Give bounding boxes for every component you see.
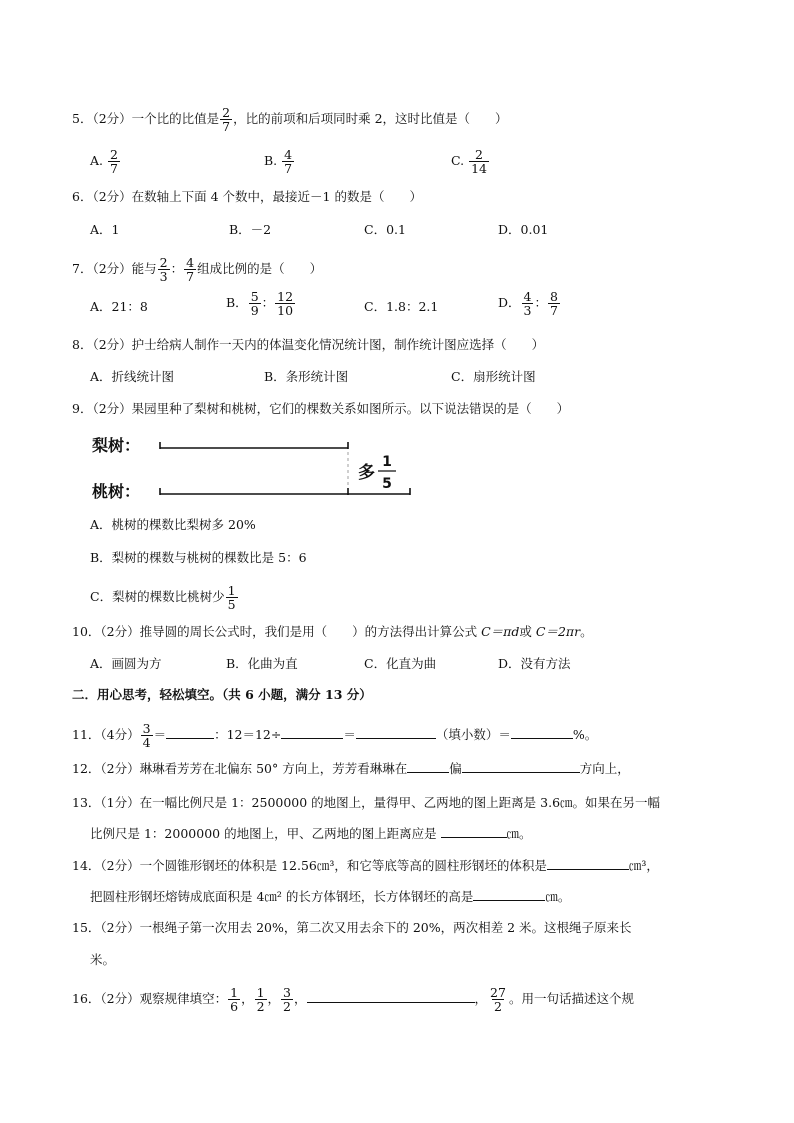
q5-ratio-fraction: $\frac{2}{7}$ [222,105,231,134]
q10-option-a[interactable]: A．画圆为方 [90,656,162,671]
q7-option-b-fraction-2: $\frac{12}{10}$ [277,289,294,318]
q5-option-b-fraction: $\frac{4}{7}$ [284,147,293,176]
q7-option-c[interactable]: C．1.8：2.1 [364,299,439,314]
q16-fraction-4: $\frac{27}{2}$ [490,985,506,1014]
q14-line-2: 把圆柱形钢坯熔铸成底面积是 4㎝² 的长方体钢坯，长方体钢坯的高是 ㎝。 [90,889,571,904]
peach-label: 桃树： [92,482,141,501]
q5-option-c[interactable]: C. $\frac{2}{14}$ [451,147,487,176]
q5-text-b: ，比的前项和后项同时乘 2，这时比值是（ ） [233,111,508,126]
more-fraction-numerator: 1 [382,454,392,470]
q16-fraction-1: $\frac{1}{6}$ [230,985,239,1014]
q16-fraction-3: $\frac{3}{2}$ [283,985,291,1014]
q11-line: 11．（4分） $\frac{3}{4}$ ＝ ：12＝12÷ ＝ （填小数）＝ %。 [72,721,598,750]
q5-text-a: 5．（2分）一个比的比值是 [72,111,220,126]
q16-fraction-2: $\frac{1}{2}$ [256,985,265,1014]
q7-option-a[interactable]: A．21：8 [90,299,148,314]
q9-option-b[interactable]: B．梨树的棵数与桃树的棵数比是 5：6 [90,550,307,565]
q10-line: 10．（2分）推导圆的周长公式时，我们是用（ ）的方法得出计算公式 C＝πd或 C＝2πr。 [72,624,593,639]
q16-line: 16．（2分）观察规律填空： $\frac{1}{6}$ ， $\frac{1}{2}$ ， $\frac{3}{2}$ ， ， $\frac{27}{2}$ 。用一句话描述这个规 [72,985,634,1014]
q10-formula-1: C＝πd [481,624,520,639]
q11-fraction: $\frac{3}{4}$ [142,721,151,750]
q15-line-1: 15．（2分）一根绳子第一次用去 20%，第二次又用去余下的 20%，两次相差 2 米。这根绳子原来长 [72,920,632,935]
q16-blank[interactable] [307,990,475,1003]
q7-option-d-fraction-2: $\frac{8}{7}$ [550,289,558,318]
q7-option-d-fraction-1: $\frac{4}{3}$ [523,289,532,318]
q13-blank[interactable] [441,825,507,838]
q7-fraction-2: $\frac{4}{7}$ [186,255,195,284]
q12-line: 12．（2分）琳琳看芳芳在北偏东 50° 方向上，芳芳看琳琳在 偏 方向上， [72,761,630,776]
q7-fraction-1: $\frac{2}{3}$ [159,255,168,284]
q6-option-d[interactable]: D．0.01 [498,222,549,237]
q9-option-a[interactable]: A．桃树的棵数比梨树多 20% [90,517,256,532]
q8-option-c[interactable]: C．扇形统计图 [451,369,536,384]
q9-option-c-fraction: $\frac{1}{5}$ [227,583,236,612]
q9-text: 9．（2分）果园里种了梨树和桃树，它们的棵数关系如图所示。以下说法错误的是（ ） [72,401,570,416]
q9-tree-count-diagram [90,430,430,510]
q10-option-c[interactable]: C．化直为曲 [364,656,437,671]
q10-option-b[interactable]: B．化曲为直 [226,656,298,671]
q7-option-b[interactable]: B． $\frac{5}{9}$ ： $\frac{12}{10}$ [226,289,294,318]
pear-label: 梨树： [92,436,141,455]
q11-blank-3[interactable] [356,726,436,739]
q14-line-1: 14．（2分）一个圆锥形钢坯的体积是 12.56㎝³，和它等底等高的圆柱形钢坯的体积是 ㎝³， [72,858,659,873]
q15-line-2: 米。 [90,952,116,967]
more-label: 多 [358,463,375,483]
section-2-title: 二．用心思考，轻松填空。（共 6 小题，满分 13 分） [72,687,372,702]
q8-option-b[interactable]: B．条形统计图 [264,369,349,384]
q10-formula-2: C＝2πr [535,624,581,639]
q7-option-b-fraction-1: $\frac{5}{9}$ [250,289,259,318]
q6-option-c[interactable]: C．0.1 [364,222,406,237]
q5-option-a[interactable]: A. $\frac{2}{7}$ [90,147,118,176]
more-fraction-denominator: 5 [382,476,392,492]
q6-text: 6．（2分）在数轴上下面 4 个数中，最接近－1 的数是（ ） [72,189,422,204]
q7-option-d[interactable]: D． $\frac{4}{3}$ ： $\frac{8}{7}$ [498,289,558,318]
q5-line [72,106,508,133]
q14-blank-2[interactable] [473,888,545,901]
q5-option-b[interactable]: B. $\frac{4}{7}$ [264,147,293,176]
q13-line-1: 13．（1分）在一幅比例尺是 1：2500000 的地图上，量得甲、乙两地的图上距离是 3.6㎝。如果在另一幅 [72,795,661,810]
q14-blank-1[interactable] [547,857,629,870]
q6-option-b[interactable]: B．－2 [229,222,272,237]
q5-option-c-fraction: $\frac{2}{14}$ [471,147,487,176]
q5-option-a-fraction: $\frac{2}{7}$ [110,147,118,176]
q7-line: 7．（2分）能与 $\frac{2}{3}$ ： $\frac{4}{7}$ 组成比例的是（ ） [72,255,323,284]
q8-text: 8．（2分）护士给病人制作一天内的体温变化情况统计图，制作统计图应选择（ ） [72,337,545,352]
q12-blank-1[interactable] [407,760,449,773]
q8-option-a[interactable]: A．折线统计图 [90,369,175,384]
q10-option-d[interactable]: D．没有方法 [498,656,571,671]
q12-blank-2[interactable] [462,760,580,773]
q11-blank-1[interactable] [166,726,214,739]
q6-option-a[interactable]: A．1 [90,222,120,237]
q9-option-c[interactable]: C．梨树的棵数比桃树少 $\frac{1}{5}$ [90,583,236,612]
q13-line-2: 比例尺是 1：2000000 的地图上，甲、乙两地的图上距离应是 ㎝。 [90,826,532,841]
q11-blank-4[interactable] [511,726,573,739]
q11-blank-2[interactable] [281,726,343,739]
